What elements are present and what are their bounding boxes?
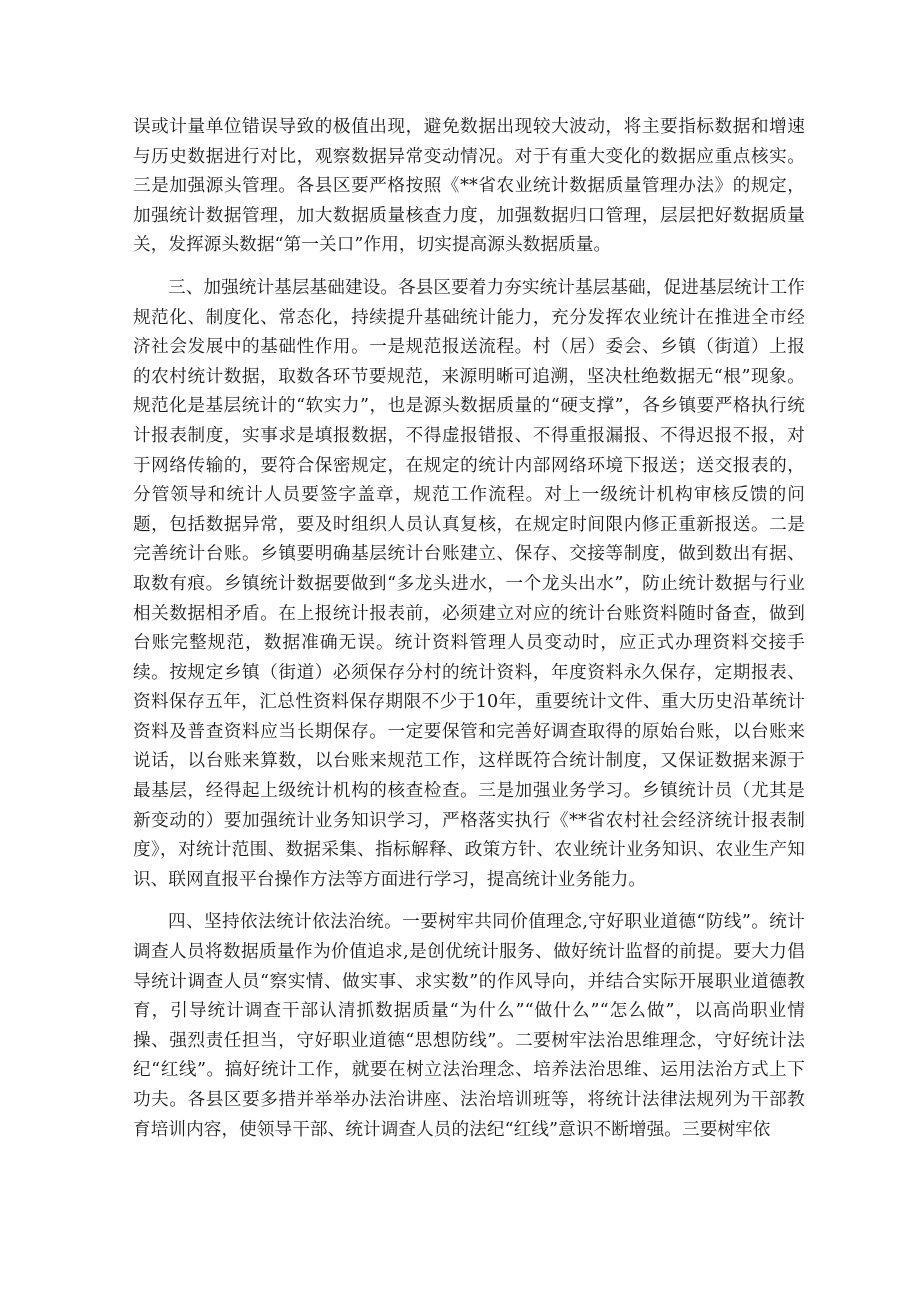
paragraph-section-three: 三、加强统计基层基础建设。各县区要着力夯实统计基层基础，促进基层统计工作规范化、制度化、常态化，持续提升基础统计能力，充分发挥农业统计在推进全市经济社会发展中的基础性作用。一是规范报送流程。村（居）委会、乡镇（街道）上报的农村统计数据，取数各环节要规范，来源明晰可追溯，坚决杜绝数据无“根”现象。规范化是基层统计的“软实力”，也是源头数据质量的“硬支撑”，各乡镇要严格执行统计报表制度，实事求是填报数据，不得虚报错报、不得重报漏报、不得迟报不报，对于网络传输的，要符合保密规定，在规定的统计内部网络环境下报送；送交报表的，分管领导和统计人员要签字盖章，规范工作流程。对上一级统计机构审核反馈的问题，包括数据异常，要及时组织人员认真复核，在规定时间限内修正重新报送。二是完善统计台账。乡镇要明确基层统计台账建立、保存、交接等制度，做到数出有据、取数有痕。乡镇统计数据要做到“多龙头进水，一个龙头出水”，防止统计数据与行业相关数据相矛盾。在上报统计报表前，必须建立对应的统计台账资料随时备查，做到台账完整规范，数据准确无误。统计资料管理人员变动时，应正式办理资料交接手续。按规定乡镇（街道）必须保存分村的统计资料，年度资料永久保存，定期报表、资料保存五年，汇总性资料保存期限不少于10年，重要统计文件、重大历史沿革统计资料及普查资料应当长期保存。一定要保管和完善好调查取得的原始台账，以台账来说话，以台账来算数，以台账来规范工作，这样既符合统计制度，又保证数据来源于最基层，经得起上级统计机构的核查检查。三是加强业务学习。乡镇统计员（尤其是新变动的）要加强统计业务知识学习，严格落实执行《**省农村社会经济统计报表制度》，对统计范围、数据采集、指标解释、政策方针、农业统计业务知识、农业生产知识、联网直报平台操作方法等方面进行学习，提高统计业务能力。: [133, 277, 805, 890]
paragraph-continued: 误或计量单位错误导致的极值出现，避免数据出现较大波动，将主要指标数据和增速与历史数据进行对比，观察数据异常变动情况。对于有重大变化的数据应重点核实。三是加强源头管理。各县区要严格按照《**省农业统计数据质量管理办法》的规定，加强统计数据管理，加大数据质量核查力度，加强数据归口管理，层层把好数据质量关，发挥源头数据“第一关口”作用，切实提高源头数据质量。: [133, 117, 805, 256]
paragraph-section-four: 四、坚持依法统计依法治统。一要树牢共同价值理念,守好职业道德“防线”。统计调查人员将数据质量作为价值追求,是创优统计服务、做好统计监督的前提。要大力倡导统计调查人员“察实情、做实事、求实数”的作风导向，并结合实际开展职业道德教育，引导统计调查干部认清抓数据质量“为什么”“做什么”“怎么做”，以高尚职业情操、强烈责任担当，守好职业道德“思想防线”。二要树牢法治思维理念，守好统计法纪“红线”。搞好统计工作，就要在树立法治理念、培养法治思维、运用法治方式上下功夫。各县区要多措并举举办法治讲座、法治培训班等，将统计法律法规列为干部教育培训内容，使领导干部、统计调查人员的法纪“红线”意识不断增强。三要树牢依: [133, 912, 805, 1140]
document-body: [133, 113, 805, 1145]
